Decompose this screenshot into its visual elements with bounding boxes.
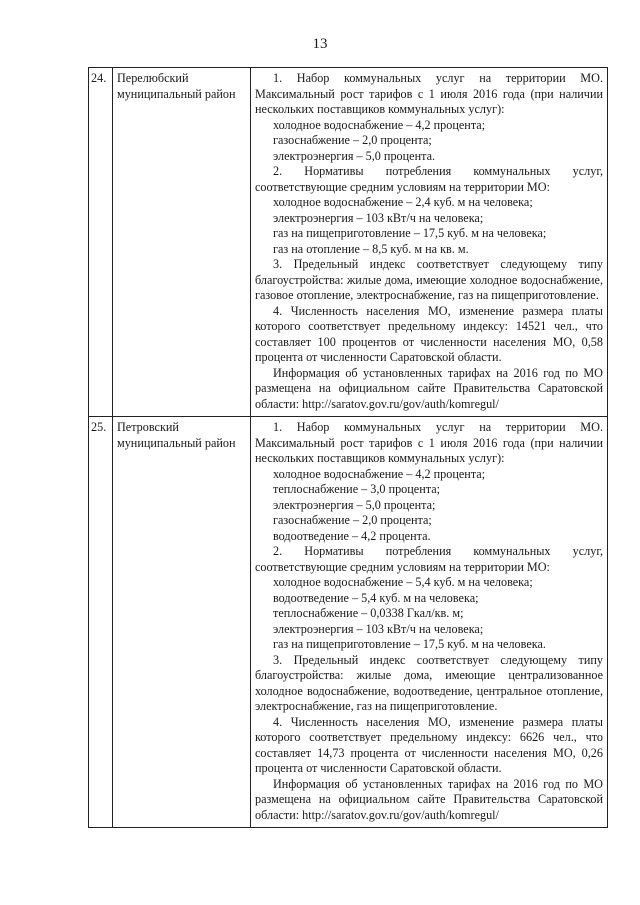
paragraph: Информация об установленных тарифах на 2016 год по МО размещена на официальном сайте Правительства Саратовской области: http://saratov.gov.ru/gov/auth/komregul/ xyxy=(255,776,603,822)
regions-table xyxy=(88,67,608,828)
table-row xyxy=(89,68,608,417)
list-item: электроэнергия – 5,0 процента; xyxy=(273,497,436,512)
page-number: 13 xyxy=(312,36,328,52)
list-item: холодное водоснабжение – 5,4 куб. м на человека; xyxy=(273,575,533,589)
list-item: газ на отопление – 8,5 куб. м на кв. м. xyxy=(273,241,469,256)
regions-table-body xyxy=(89,68,608,828)
district-name: Петровский муниципальный район xyxy=(113,417,251,828)
paragraph: 4. Численность населения МО, изменение размера платы которого соответствует предельному индексу: 6626 чел., что составляет 14,73 процента от численности населения МО, 0,26 процента от численности Саратовской области. xyxy=(255,714,603,775)
list-item: холодное водоснабжение – 4,2 процента; xyxy=(273,117,486,132)
paragraph: 1. Набор коммунальных услуг на территории МО. Максимальный рост тарифов с 1 июля 2016 года (при наличии нескольких поставщиков коммунальных услуг): xyxy=(255,71,603,116)
paragraph: 2. Нормативы потребления коммунальных услуг, соответствующие средним условиям на территории МО: xyxy=(255,544,603,574)
paragraph: 3. Предельный индекс соответствует следующему типу благоустройства: жилые дома, имеющие централизованное холодное водоснабжение, водоотведение, центральное отопление, электроснабжение, газ на пищеприготовление. xyxy=(255,652,603,713)
list-item: водоотведение – 5,4 куб. м на человека; xyxy=(273,590,479,605)
list-item: электроэнергия – 103 кВт/ч на человека; xyxy=(273,621,484,636)
district-info xyxy=(251,68,608,417)
list-item: теплоснабжение – 0,0338 Гкал/кв. м; xyxy=(273,606,464,620)
district-name: Перелюбский муниципальный район xyxy=(113,68,251,417)
paragraph: 4. Численность населения МО, изменение размера платы которого соответствует предельному индексу: 14521 чел., что составляет 100 процентов от численности населения МО, 0,58 процента от численности Саратовской области. xyxy=(255,303,603,364)
list-item: газ на пищеприготовление – 17,5 куб. м на человека. xyxy=(273,637,546,651)
paragraph: 2. Нормативы потребления коммунальных услуг, соответствующие средним условиям на территории МО: xyxy=(255,164,603,194)
paragraph: 3. Предельный индекс соответствует следующему типу благоустройства: жилые дома, имеющие холодное водоснабжение, газовое отопление, электроснабжение, газ на пищеприготовление. xyxy=(255,257,603,302)
list-item: электроэнергия – 5,0 процента. xyxy=(273,148,436,163)
list-item: водоотведение – 4,2 процента. xyxy=(273,528,431,543)
table-row xyxy=(89,417,608,828)
list-item: теплоснабжение – 3,0 процента; xyxy=(273,482,441,496)
paragraph: 1. Набор коммунальных услуг на территории МО. Максимальный рост тарифов с 1 июля 2016 года (при наличии нескольких поставщиков коммунальных услуг): xyxy=(255,420,603,465)
row-number: 24. xyxy=(89,68,113,417)
row-number: 25. xyxy=(89,417,113,828)
list-item: газоснабжение – 2,0 процента; xyxy=(273,133,432,147)
list-item: холодное водоснабжение – 2,4 куб. м на человека; xyxy=(273,195,533,209)
district-info xyxy=(251,417,608,828)
list-item: электроэнергия – 103 кВт/ч на человека; xyxy=(273,210,484,225)
list-item: газ на пищеприготовление – 17,5 куб. м на человека; xyxy=(273,226,547,240)
list-item: холодное водоснабжение – 4,2 процента; xyxy=(273,466,486,481)
paragraph: Информация об установленных тарифах на 2016 год по МО размещена на официальном сайте Правительства Саратовской области: http://saratov.gov.ru/gov/auth/komregul/ xyxy=(255,365,603,411)
list-item: газоснабжение – 2,0 процента; xyxy=(273,513,432,527)
